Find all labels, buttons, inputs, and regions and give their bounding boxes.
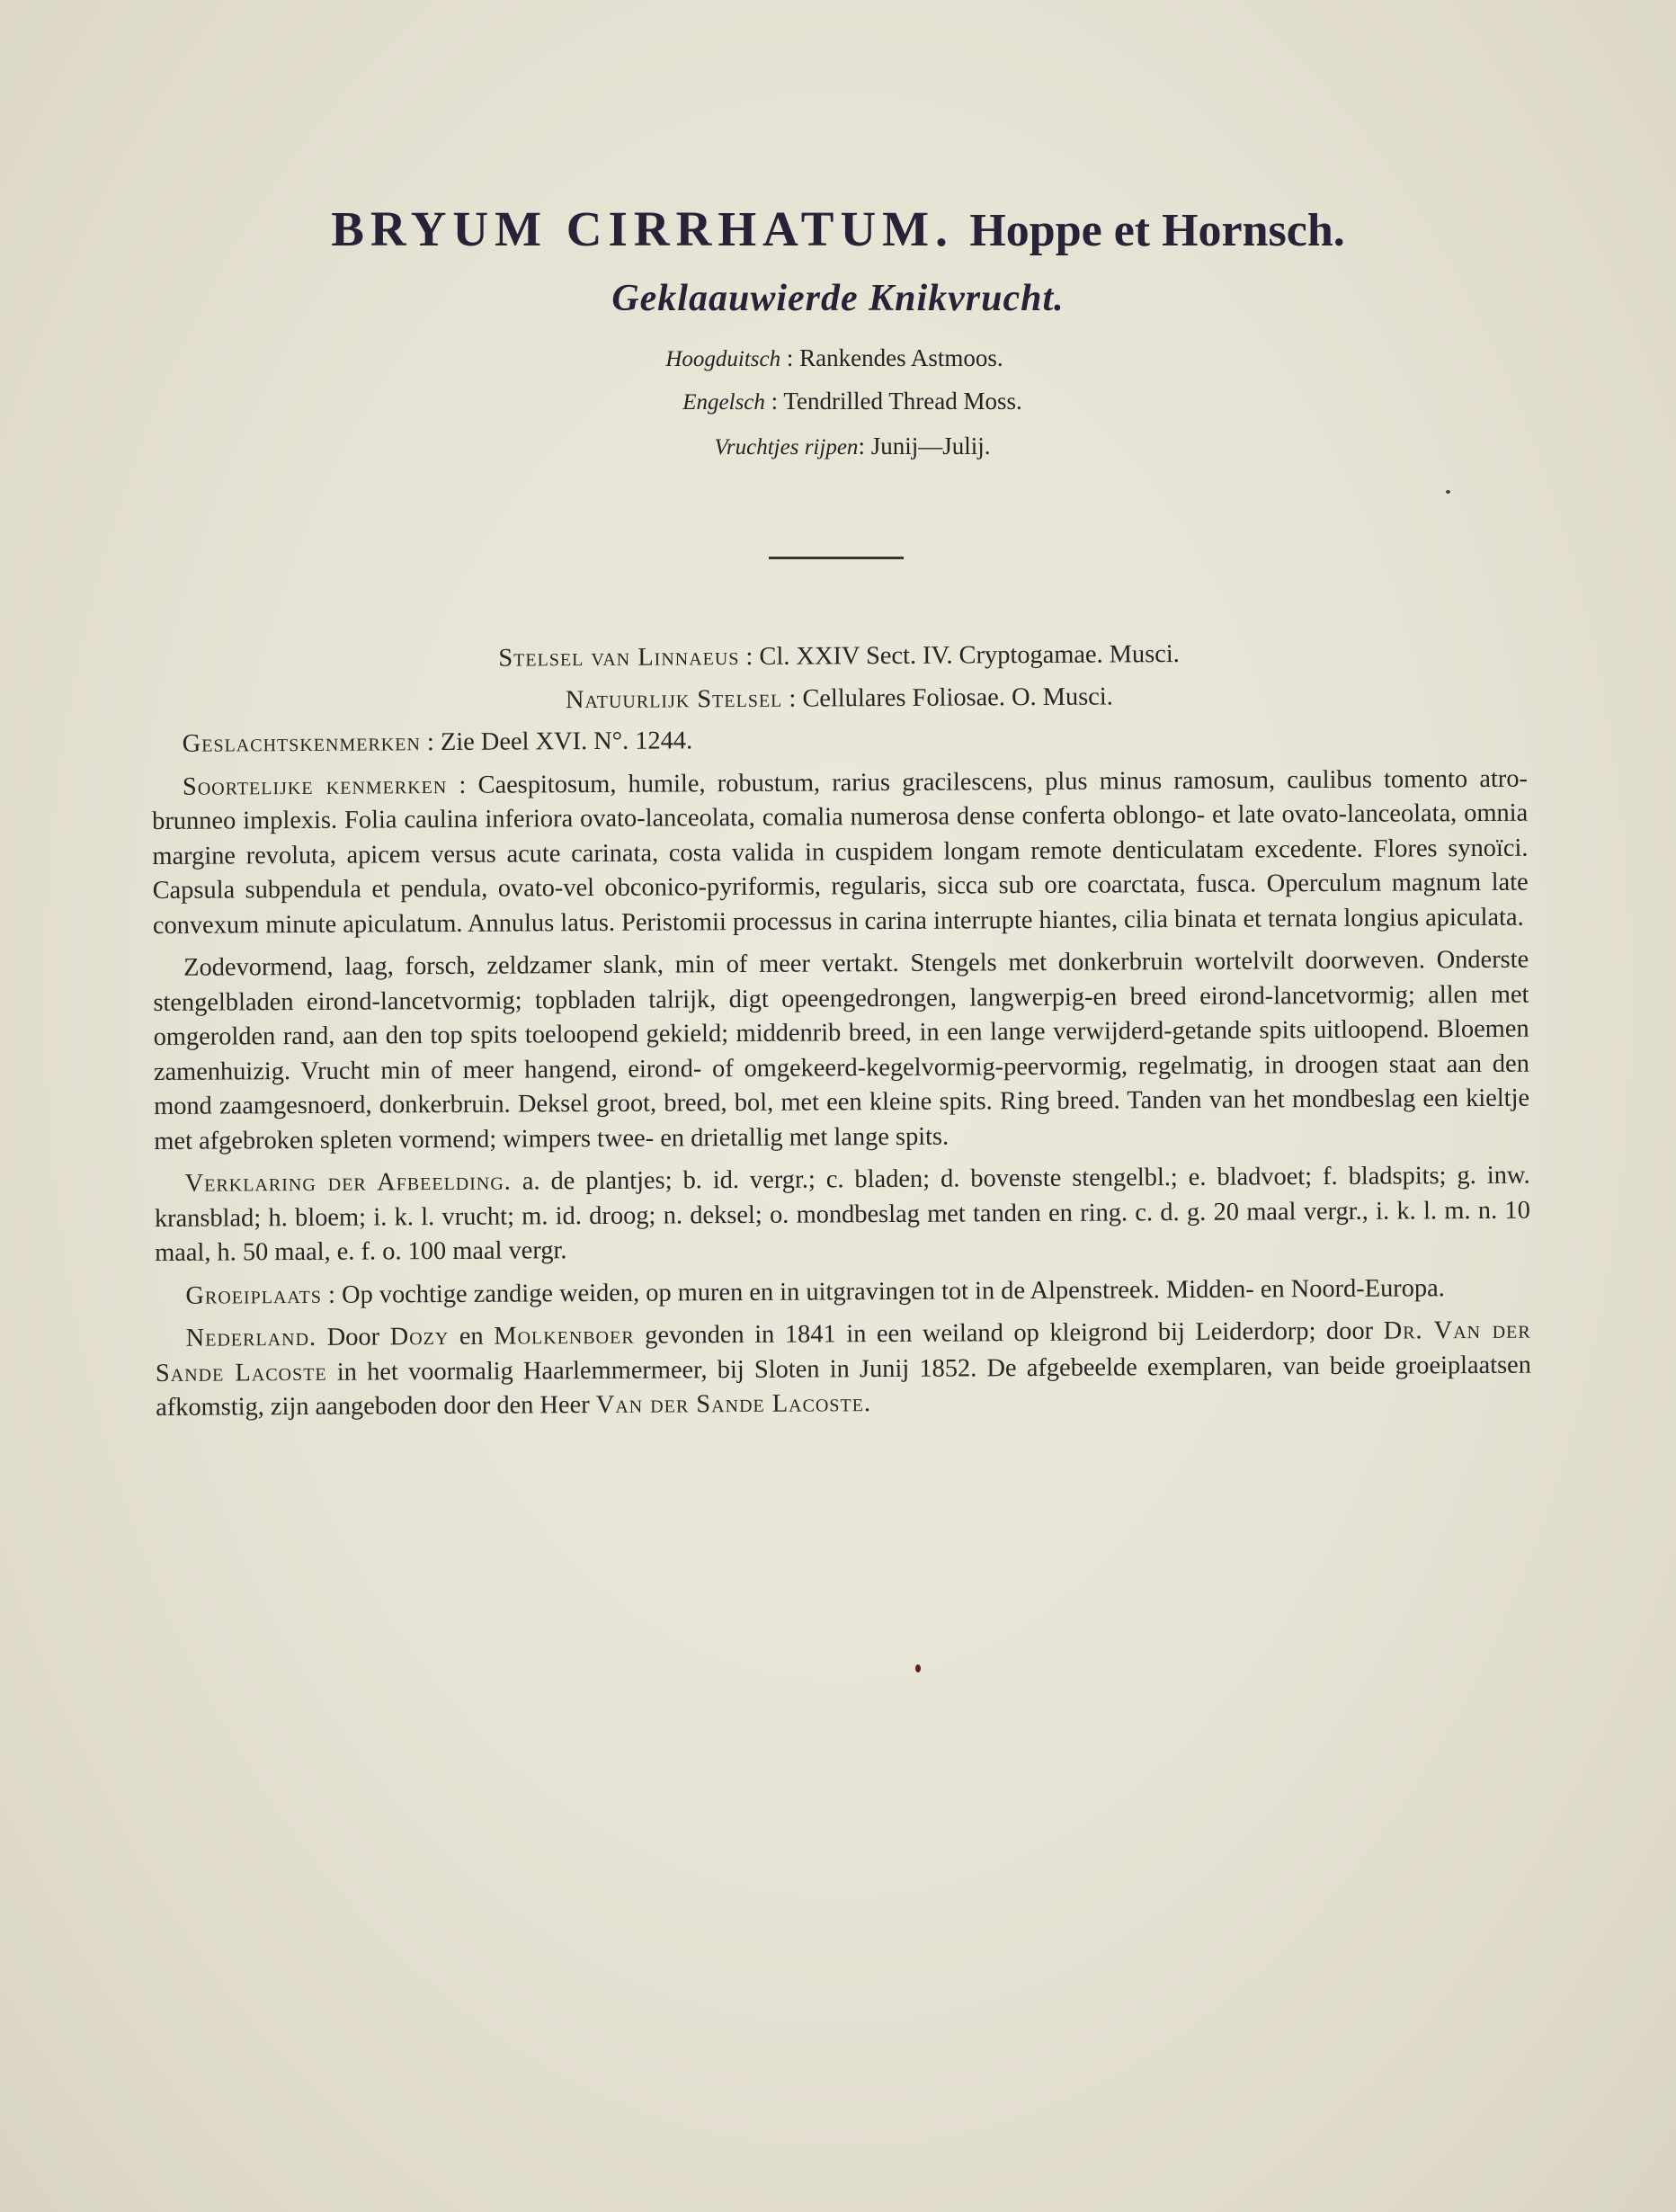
linnaeus-system: Stelsel van Linnaeus : Cl. XXIV Sect. IV. Cryptogamae. Musci. bbox=[498, 640, 1180, 673]
natural-system: Natuurlijk Stelsel : Cellulares Foliosae. O. Musci. bbox=[565, 682, 1113, 714]
dutch-description: Zodevormend, laag, forsch, zeldzamer slank, min of meer vertakt. Stengels met donkerbruin wortelvilt doorweven. Onderste stengelbladen eirond-lancetvormig; topbladen talrijk, digt opeengedrongen, langwerpig-en breed eirond-lancetvormig; allen met omgerolden rand, aan den top spits toeloopend gekield; middenrib breed, in een lange verwijderd-getande spits uitloopend. Bloemen zamenhuizig. Vrucht min of meer hangend, eirond- of omgekeerd-kegelvormig-peervormig, regelmatig, in droogen staat aan den mond zaamgesnoerd, donkerbruin. Deksel groot, breed, bol, met een kleine spits. Ring breed. Tanden van het mondbeslag een kieltje met afgebroken spleten vormend; wimpers twee- en drietallig met lange spits. bbox=[153, 945, 1530, 1155]
genus-characters: Geslachtskenmerken : Zie Deel XVI. N°. 1244. bbox=[182, 727, 693, 758]
german-label: Hoogduitsch bbox=[665, 347, 781, 371]
netherlands-text-2: en bbox=[459, 1322, 484, 1351]
natural-label: Natuurlijk Stelsel bbox=[565, 684, 783, 714]
donor-lacoste: Van der Sande Lacoste. bbox=[595, 1389, 872, 1419]
habitat: Groeiplaats : Op vochtige zandige weiden, op muren en in uitgravingen tot in de Alpenstreek. Midden- en Noord-Europa. bbox=[185, 1273, 1445, 1310]
linnaeus-label: Stelsel van Linnaeus bbox=[498, 643, 740, 673]
netherlands-text-3: gevonden in 1841 in een weiland op kleigrond bij Leiderdorp; door bbox=[645, 1316, 1374, 1350]
netherlands-records bbox=[156, 1314, 1532, 1426]
page-title bbox=[0, 200, 1676, 260]
genus-value: Zie Deel XVI. N°. 1244. bbox=[440, 727, 693, 757]
ink-spot bbox=[915, 1664, 921, 1672]
divider-rule bbox=[769, 557, 904, 559]
species-name: BRYUM CIRRHATUM. bbox=[331, 201, 954, 256]
english-separator: : bbox=[764, 388, 784, 415]
dutch-common-name: Geklaauwierde Knikvrucht. bbox=[611, 278, 1065, 319]
ripening-line bbox=[14, 430, 1676, 464]
ripening-separator: : bbox=[858, 433, 871, 459]
ripening-months: Junij—Julij. bbox=[870, 433, 991, 459]
figure-explanation bbox=[155, 1159, 1531, 1271]
collector-molkenboer: Molkenboer bbox=[494, 1321, 635, 1351]
ripening-label: Vruchtjes rijpen bbox=[714, 435, 859, 459]
figure-label: Verklaring der Afbeelding. bbox=[184, 1167, 512, 1198]
english-name: Tendrilled Thread Moss. bbox=[783, 388, 1022, 415]
natural-value: Cellulares Foliosae. O. Musci. bbox=[802, 682, 1113, 713]
habitat-value: Op vochtige zandige weiden, op muren en in uitgravingen tot in de Alpenstreek. Midden- en Noord-Europa. bbox=[341, 1273, 1445, 1309]
collector-lacoste: Dr. Van der Sande Lacoste bbox=[155, 1316, 1531, 1387]
species-characters: Soortelijke kenmerken : Caespitosum, humile, robustum, rarius gracilescens, plus minus ramosum, caulibus tomento atro-brunneo implexis. Folia caulina inferiora ovato-lanceolata, comalia numerosa dense conferta oblongo- et late ovato-lanceolata, omnia margine revoluta, apicem versus acute carinata, costa valida in cuspidem longam remote denticulatam excedente. Flores synoïci. Capsula subpendula et pendula, ovato-vel obconico-pyriformis, regularis, sicca sub ore coarctata, fusca. Operculum magnum late convexum minute apiculatum. Annulus latus. Peristomii processus in carina interrupte hiantes, cilia binata et ternata longius apiculata. bbox=[152, 764, 1529, 940]
german-name: Rankendes Astmoos. bbox=[799, 344, 1003, 371]
description-body bbox=[151, 636, 1531, 1434]
german-name-line bbox=[0, 342, 1672, 376]
figure-value: a. de plantjes; b. id. vergr.; c. bladen; d. bovenste stengelbl.; e. bladvoet; f. bladspits; g. inw. kransblad; h. bloem; i. k. l. vrucht; m. id. droog; n. deksel; o. mondbeslag met tanden en ring. c. d. g. 20 maal vergr., i. k. l. m. n. 10 maal, h. 50 maal, e. f. o. 100 maal vergr. bbox=[154, 1161, 1530, 1267]
species-value: Caespitosum, humile, robustum, rarius gracilescens, plus minus ramosum, caulibus tomento atro-brunneo implexis. Folia caulina inferiora ovato-lanceolata, comalia numerosa dense conferta oblongo- et late ovato-lanceolata, omnia margine revoluta, apicem versus acute carinata, costa valida in cuspidem longam remote denticulatam excedente. Flores synoïci. Capsula subpendula et pendula, ovato-vel obconico-pyriformis, regularis, sicca sub ore coarctata, fusca. Operculum magnum late convexum minute apiculatum. Annulus latus. Peristomii processus in carina interrupte hiantes, cilia binata et ternata longius apiculata. bbox=[152, 764, 1529, 940]
habitat-label: Groeiplaats bbox=[185, 1280, 323, 1310]
english-name-line bbox=[14, 385, 1676, 419]
species-author: Hoppe et Hornsch. bbox=[969, 205, 1345, 256]
species-label: Soortelijke kenmerken bbox=[182, 771, 448, 801]
collector-dozy: Dozy bbox=[389, 1322, 450, 1351]
german-separator: : bbox=[780, 344, 800, 371]
netherlands-text-4: in het voormalig Haarlemmermeer, bij Sloten in Junij 1852. De afgebeelde exemplaren, van beide groeiplaatsen afkomstig, zijn aangeboden door den Heer bbox=[156, 1351, 1532, 1422]
english-label: Engelsch bbox=[682, 390, 765, 415]
netherlands-label: Nederland. bbox=[185, 1323, 317, 1352]
paper-speck bbox=[1446, 490, 1450, 494]
genus-label: Geslachtskenmerken bbox=[182, 728, 421, 758]
netherlands-text-1: Door bbox=[326, 1323, 380, 1351]
linnaeus-value: Cl. XXIV Sect. IV. Cryptogamae. Musci. bbox=[759, 640, 1180, 671]
